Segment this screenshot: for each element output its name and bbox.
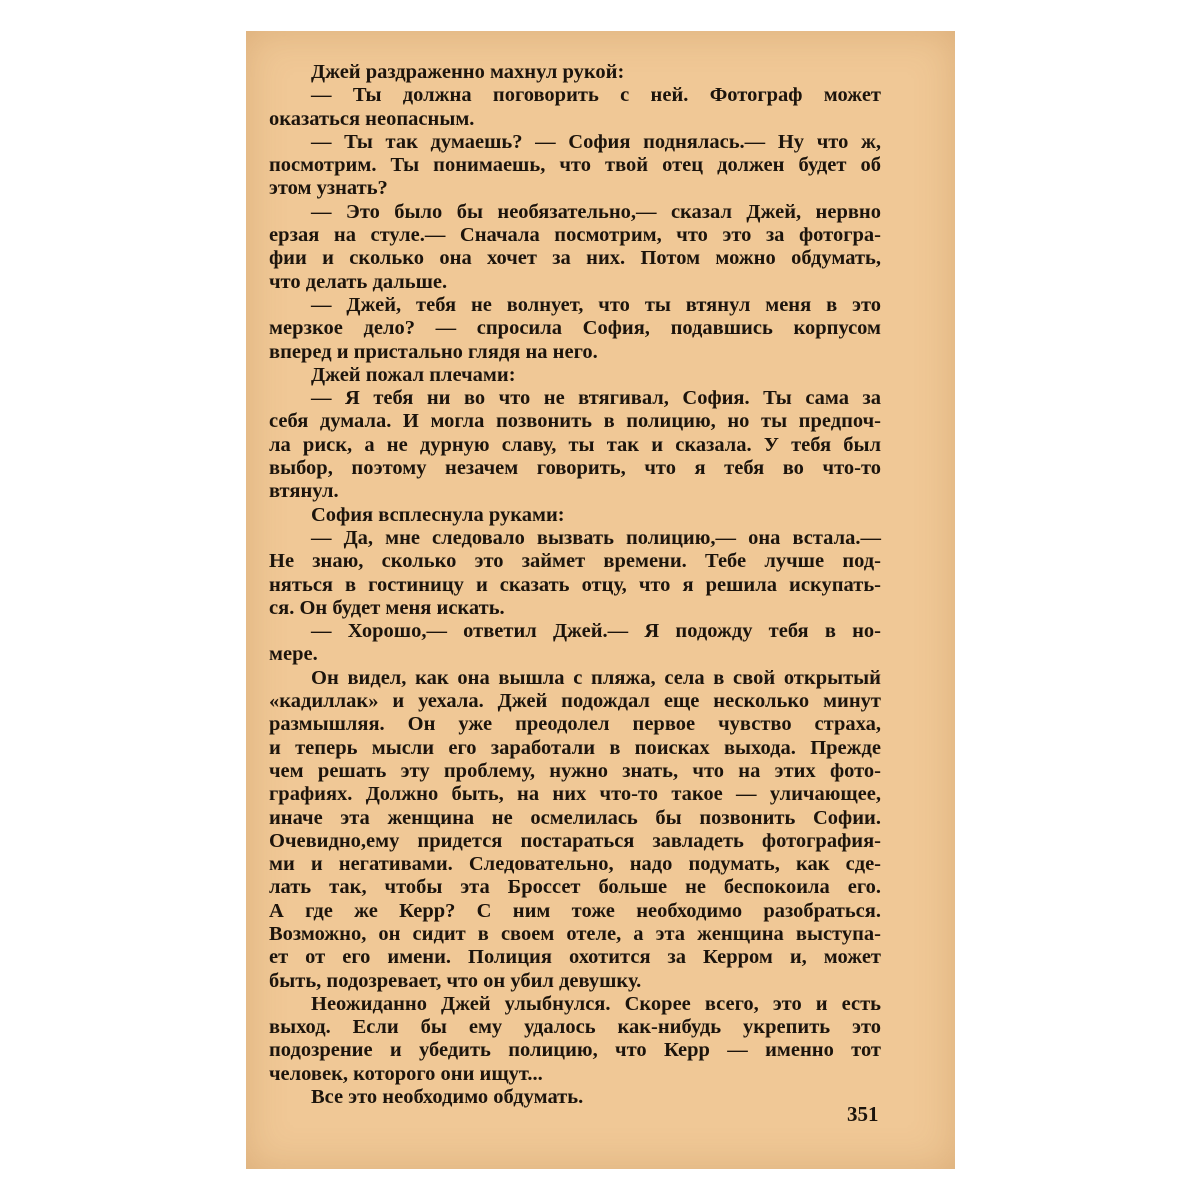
text-line: Все это необходимо обдумать. [311,1086,584,1109]
text-line: ерзая на стуле.— Сначала посмотрим, что это за фотогра- [269,224,881,247]
text-line: чем решать эту проблему, нужно знать, что на этих фото- [269,759,881,782]
text-line: Он видел, как она вышла с пляжа, села в свой открытый [311,666,881,689]
text-line: выбор, поэтому незачем говорить, что я тебя во что-то [269,457,881,480]
text-line: подозрение и убедить полицию, что Керр — именно тот [269,1039,881,1062]
text-line: няться в гостиницу и сказать отцу, что я решила искупать- [269,573,881,596]
text-line: себя думала. И могла позвонить в полицию, но ты предпоч- [269,410,881,433]
text-line: графиях. Должно быть, на них что-то такое — уличающее, [269,783,881,806]
text-line: «кадиллак» и уехала. Джей подождал еще несколько минут [269,690,881,713]
text-line: фии и сколько она хочет за них. Потом можно обдумать, [269,247,881,270]
text-line: — Я тебя ни во что не втягивал, София. Ты сама за [311,387,881,410]
page-number: 351 [847,1102,879,1126]
text-line: — Ты должна поговорить с ней. Фотограф может [311,84,881,107]
text-line: посмотрим. Ты понимаешь, что твой отец должен будет об [269,154,881,177]
text-line: Джей раздраженно махнул рукой: [311,61,625,83]
text-line: иначе эта женщина не осмелилась бы позвонить Софии. [269,806,881,829]
text-line: Неожиданно Джей улыбнулся. Скорее всего, это и есть [311,992,881,1015]
text-line: — Ты так думаешь? — София поднялась.— Ну что ж, [311,130,881,153]
text-line: Возможно, он сидит в своем отеле, а эта женщина выступа- [269,922,881,945]
text-line: ся. Он будет меня искать. [269,596,505,619]
text-line: что делать дальше. [269,270,448,293]
text-line: оказаться неопасным. [269,107,475,130]
text-line: этом узнать? [269,177,388,200]
text-line: размышляя. Он уже преодолел первое чувство страха, [269,713,881,736]
book-page [246,31,955,1169]
text-line: Очевидно,ему придется постараться завладеть фотография- [269,829,881,852]
text-line: — Джей, тебя не волнует, что ты втянул меня в это [311,293,881,316]
text-line: лать так, чтобы эта Броссет больше не беспокоила его. [269,876,881,899]
text-line: — Это было бы необязательно,— сказал Джей, нервно [311,200,881,223]
text-line: ми и негативами. Следовательно, надо подумать, как сде- [269,853,881,876]
text-line: быть, подозревает, что он убил девушку. [269,969,642,992]
text-line: выход. Если бы ему удалось как-нибудь укрепить это [269,1016,881,1039]
page-text [269,61,881,1109]
text-line: Не знаю, сколько это займет времени. Тебе лучше под- [269,550,881,573]
text-line: София всплеснула руками: [311,503,565,526]
text-line: — Да, мне следовало вызвать полицию,— она встала.— [311,526,881,549]
text-line: мерзкое дело? — спросила София, подавшись корпусом [269,317,881,340]
text-line: вперед и пристально глядя на него. [269,340,598,363]
text-line: ет от его имени. Полиция охотится за Керром и, может [269,946,881,969]
text-line: А где же Керр? С ним тоже необходимо разобраться. [269,899,881,922]
text-line: мере. [269,643,318,666]
text-line: втянул. [269,480,339,503]
text-line: человек, которого они ищут... [269,1062,543,1085]
text-line: ла риск, а не дурную славу, ты так и сказала. У тебя был [269,433,881,456]
text-line: — Хорошо,— ответил Джей.— Я подожду тебя в но- [311,620,881,643]
text-line: Джей пожал плечами: [311,363,516,386]
text-line: и теперь мысли его заработали в поисках выхода. Прежде [269,736,881,759]
